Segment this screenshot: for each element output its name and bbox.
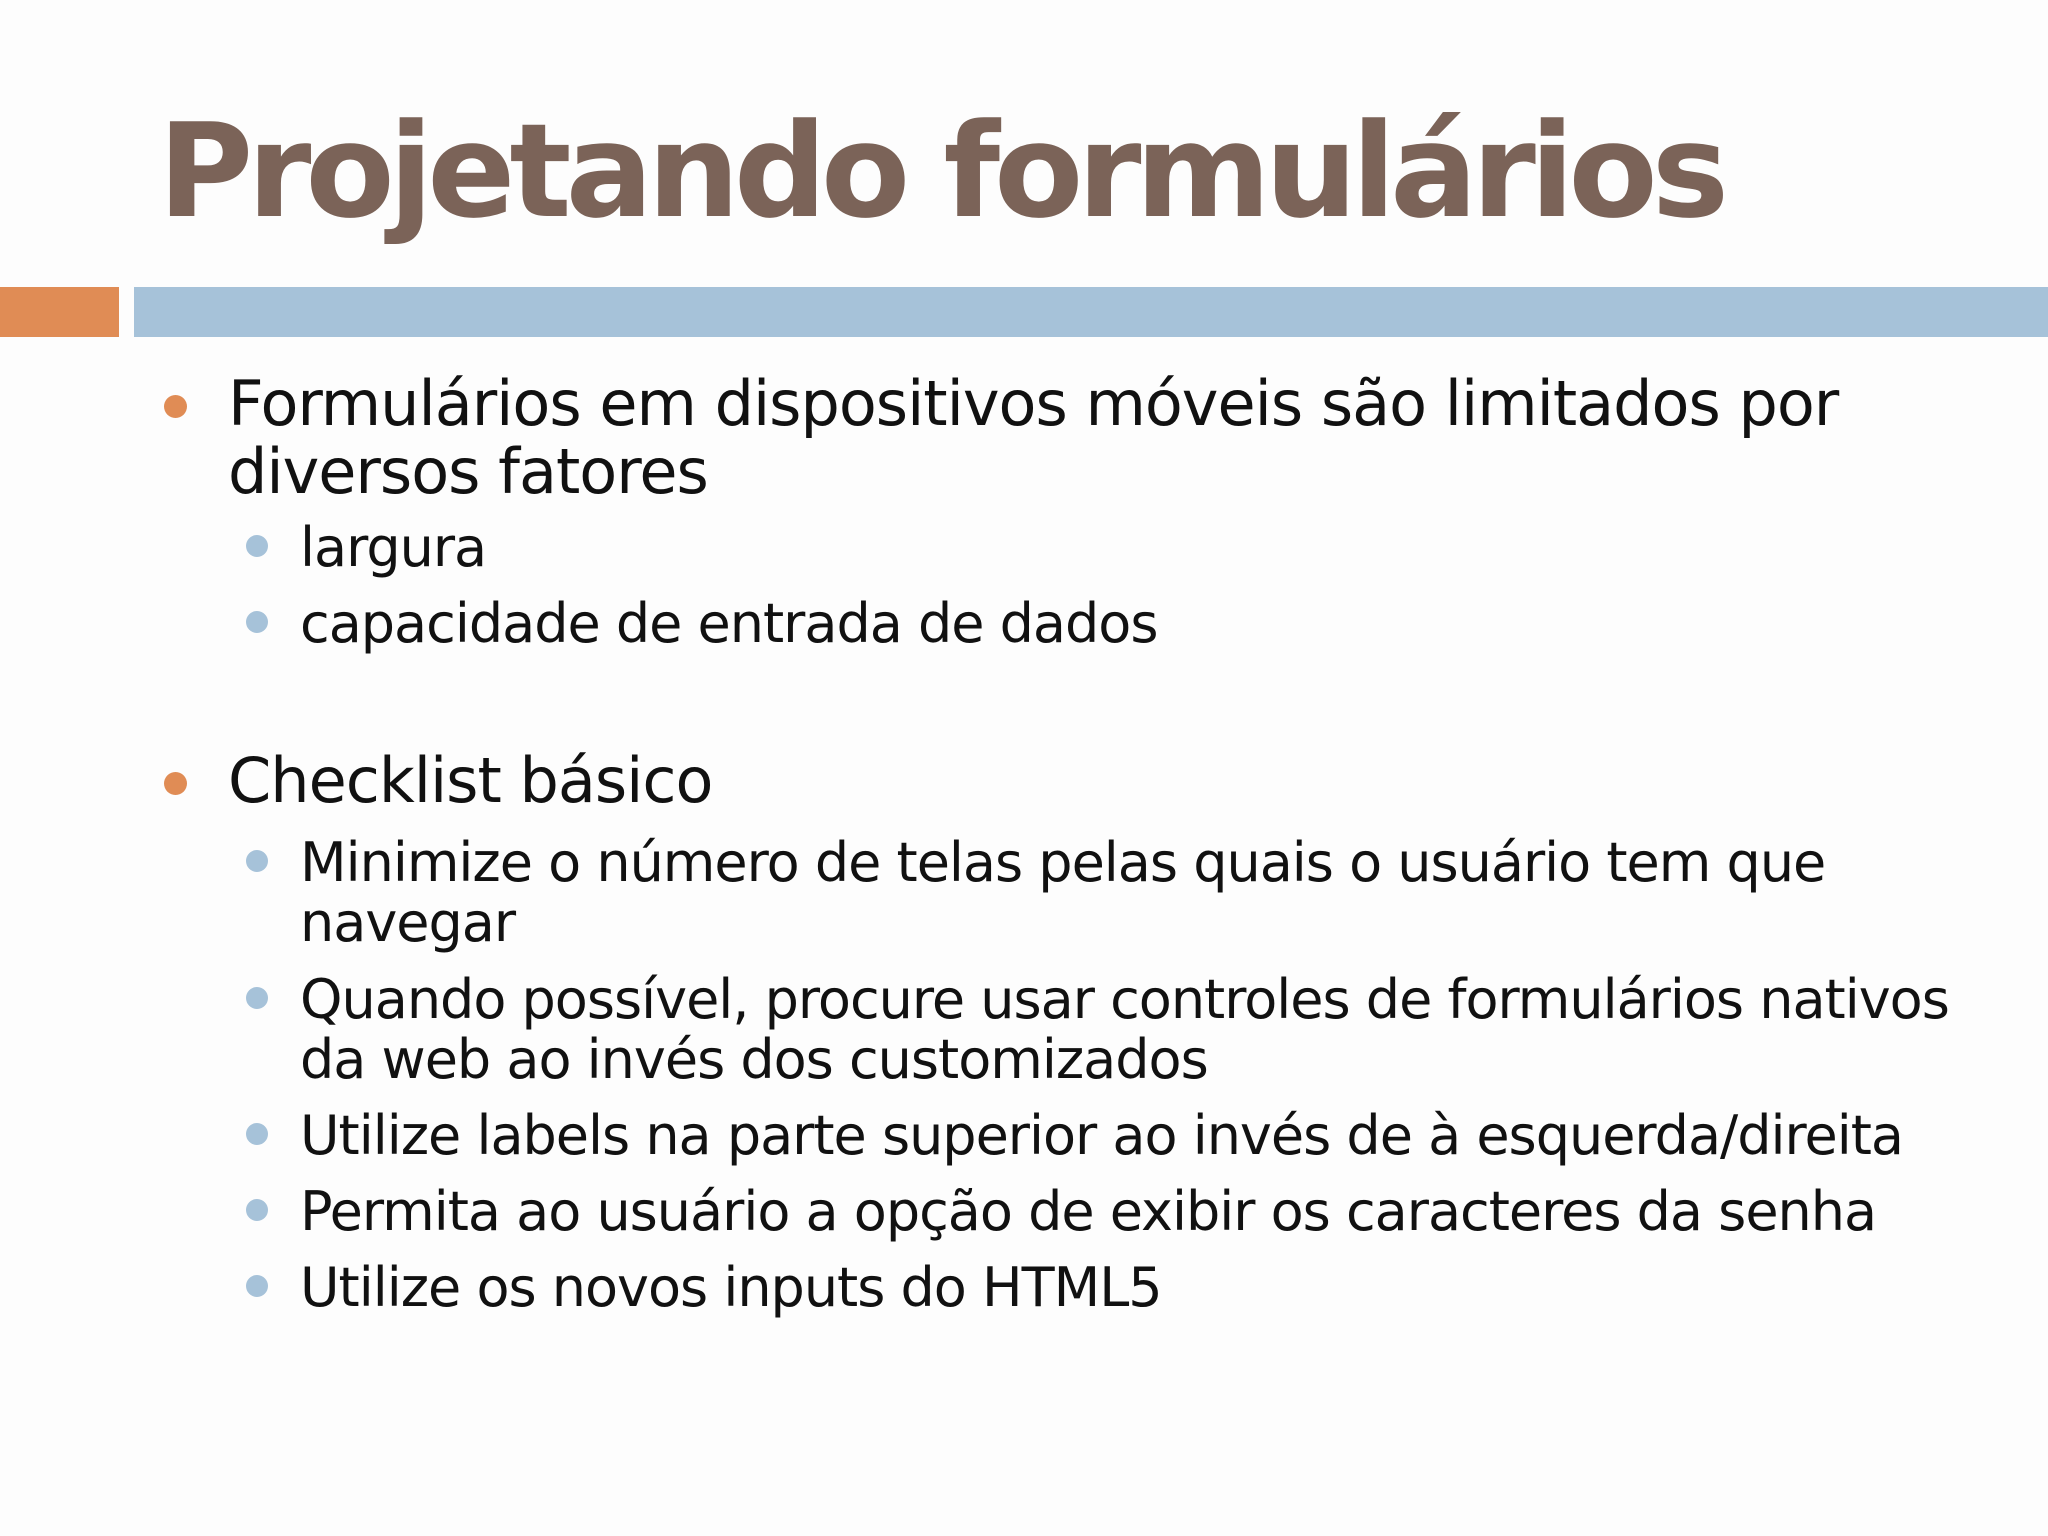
sub-bullet-dot-icon bbox=[246, 1275, 268, 1297]
bullet-checklist bbox=[228, 744, 1878, 817]
sub-bullet-width bbox=[300, 518, 2000, 578]
sub-bullet-minimize-screens bbox=[300, 833, 2000, 953]
bullet-dot-icon bbox=[164, 395, 187, 418]
sub-bullet-text: largura bbox=[300, 516, 487, 579]
sub-bullet-labels-top bbox=[300, 1106, 2000, 1166]
bullet-text: Formulários em dispositivos móveis são limitados por diversos fatores bbox=[228, 367, 1839, 508]
sub-bullet-text: capacidade de entrada de dados bbox=[300, 592, 1158, 655]
sub-bullet-dot-icon bbox=[246, 535, 268, 557]
sub-bullet-html5-inputs bbox=[300, 1258, 2000, 1318]
sub-bullet-dot-icon bbox=[246, 987, 268, 1009]
sub-bullet-text: Utilize os novos inputs do HTML5 bbox=[300, 1256, 1162, 1319]
sub-bullet-dot-icon bbox=[246, 850, 268, 872]
bullet-mobile-forms bbox=[228, 367, 1878, 508]
sub-bullet-text: Permita ao usuário a opção de exibir os caracteres da senha bbox=[300, 1180, 1877, 1243]
sub-bullet-dot-icon bbox=[246, 1199, 268, 1221]
sub-bullet-input-capacity bbox=[300, 594, 2000, 654]
slide-title: Projetando formulários bbox=[158, 95, 1724, 247]
sub-bullet-dot-icon bbox=[246, 611, 268, 633]
sub-bullet-text: Minimize o número de telas pelas quais o usuário tem que navegar bbox=[300, 831, 1826, 954]
bullet-text: Checklist básico bbox=[228, 744, 713, 817]
sub-bullet-text: Quando possível, procure usar controles de formulários nativos da web ao invés dos customizados bbox=[300, 968, 1949, 1091]
sub-bullet-dot-icon bbox=[246, 1123, 268, 1145]
sub-bullet-show-password bbox=[300, 1182, 2000, 1242]
sub-bullet-text: Utilize labels na parte superior ao invés de à esquerda/direita bbox=[300, 1104, 1904, 1167]
sub-bullet-native-controls bbox=[300, 970, 2000, 1090]
bullet-dot-icon bbox=[164, 772, 187, 795]
